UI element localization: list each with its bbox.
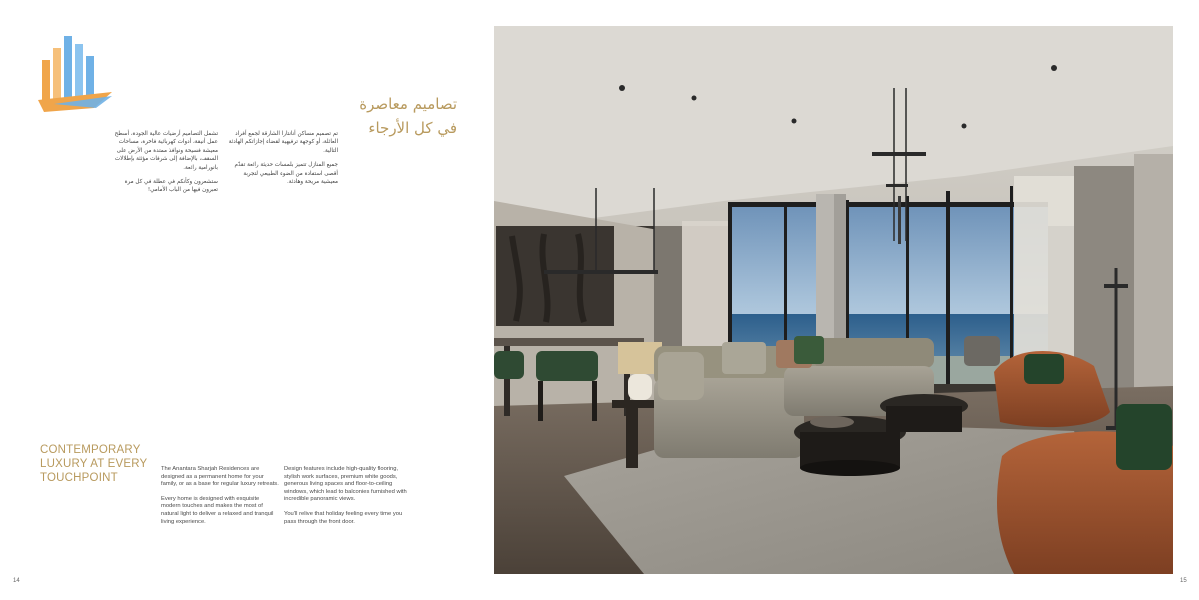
english-paragraph: Design features include high-quality flooring, stylish work surfaces, premium white goods, generous living spaces and floor-to-ceiling windows, which lead to balconies furnished with incredible panoramic views.: [284, 466, 407, 503]
arabic-paragraph: جميع المنازل تتميز بلمسات حديثة رائعة تقدّم أقصى استفادة من الضوء الطبيعي لتجربة معيشية مريحة وهادئة.: [234, 162, 338, 186]
arabic-heading-line1: تصاميم معاصرة: [359, 95, 457, 113]
english-heading-line3: TOUCHPOINT: [40, 472, 118, 484]
english-paragraph: Every home is designed with exquisite modern touches and makes the most of natural light to deliver a relaxed and tranquil living experience.: [161, 495, 274, 525]
page-number-left: 14: [13, 578, 20, 584]
english-paragraph: You'll relive that holiday feeling every time you pass through the front door.: [284, 510, 403, 525]
living-room-photo: [494, 26, 1173, 574]
english-heading-line1: CONTEMPORARY: [40, 444, 141, 456]
arabic-column-right: [228, 130, 338, 192]
english-column-1: [161, 466, 279, 533]
english-heading: [40, 443, 158, 485]
arabic-heading-line2: في كل الأرجاء: [368, 119, 457, 137]
english-heading-line2: LUXURY AT EVERY: [40, 458, 148, 470]
english-paragraph: The Anantara Sharjah Residences are designed as a permanent home for your family, or as a base for regular luxury retreats.: [161, 466, 279, 488]
english-column-2: [284, 466, 410, 533]
building-logo-icon: [34, 34, 116, 118]
arabic-paragraph: تم تصميم مساكن أنانتارا الشارقة لجمع أفراد العائلة، أو كوجهة ترفيهية لقضاء إجازاتكم الهادئة التالية.: [228, 131, 338, 154]
arabic-column-left: [108, 130, 218, 201]
page-number-right: 15: [1180, 578, 1187, 584]
arabic-paragraph: تشمل التصاميم أرضيات عالية الجودة، أسطح عمل أنيقة، أدوات كهربائية فاخرة، مساحات معيشة فسيحة ونوافذ ممتدة من الأرض على السقف، بالإضافة إلى شرفات مؤثثة بإطلالات بانورامية رائعة.: [114, 131, 218, 171]
arabic-paragraph: ستشعرون وكأنكم في عطلة في كل مرة تعبرون فيها من الباب الأمامي!: [124, 179, 218, 194]
